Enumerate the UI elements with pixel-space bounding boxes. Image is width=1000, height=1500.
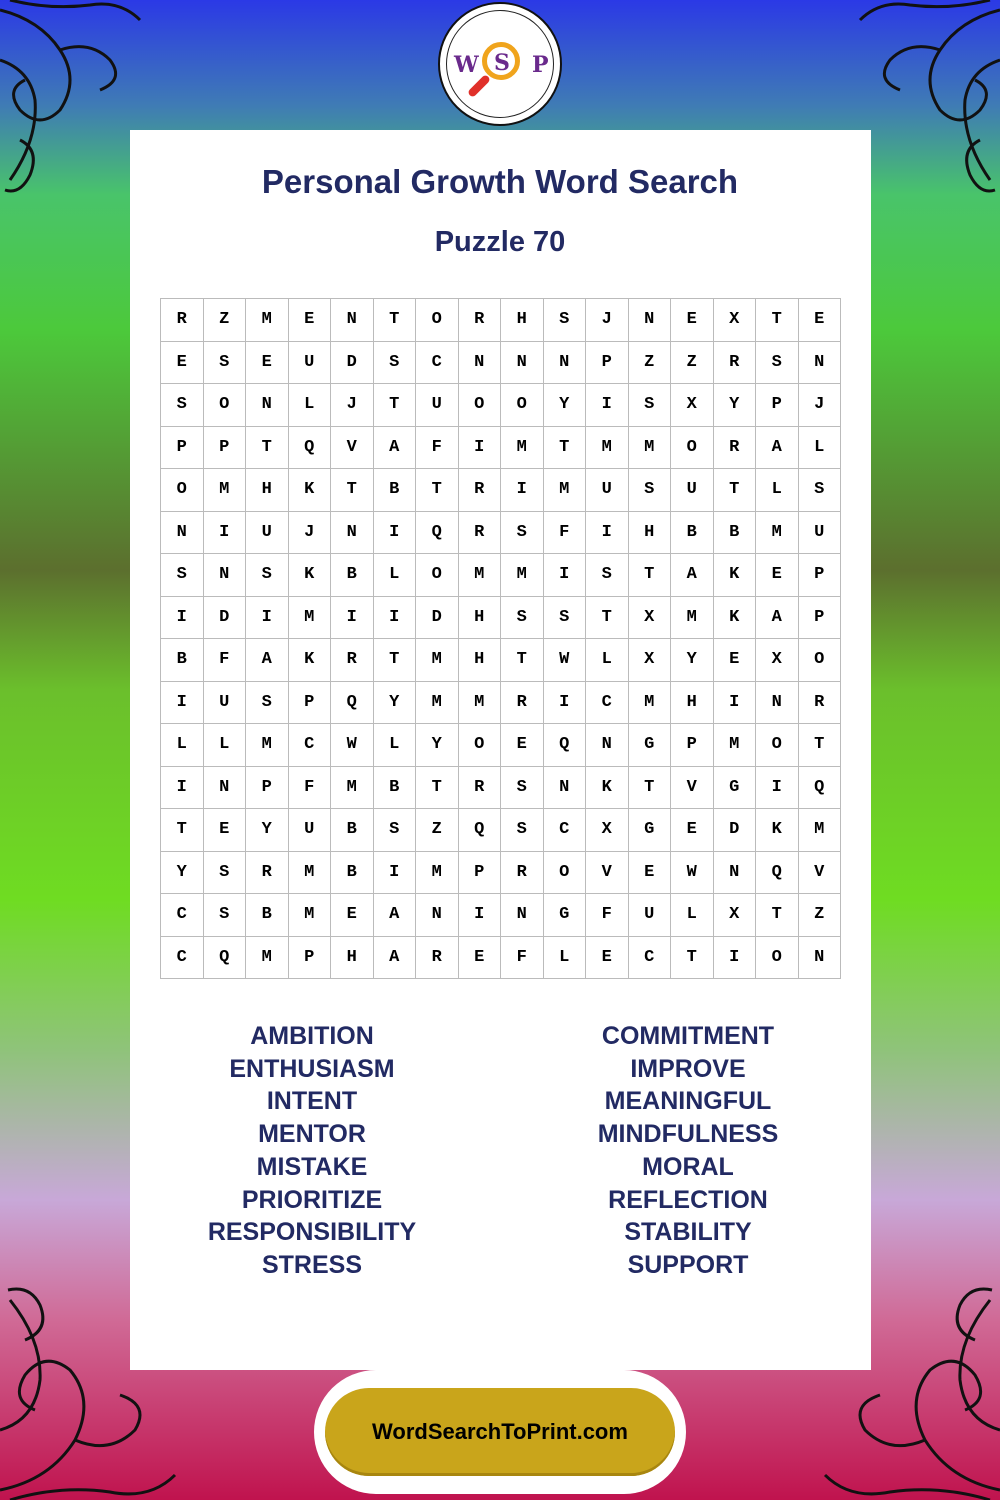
grid-cell[interactable]: I — [714, 682, 757, 725]
grid-cell[interactable]: G — [714, 767, 757, 810]
grid-cell[interactable]: S — [544, 597, 587, 640]
grid-cell[interactable]: X — [629, 597, 672, 640]
grid-cell[interactable]: E — [671, 809, 714, 852]
grid-cell[interactable]: I — [459, 427, 502, 470]
grid-cell[interactable]: O — [756, 937, 799, 980]
grid-cell[interactable]: M — [204, 469, 247, 512]
grid-cell[interactable]: F — [501, 937, 544, 980]
grid-cell[interactable]: G — [629, 724, 672, 767]
grid-cell[interactable]: L — [671, 894, 714, 937]
grid-cell[interactable]: C — [629, 937, 672, 980]
grid-cell[interactable]: C — [161, 937, 204, 980]
grid-cell[interactable]: A — [671, 554, 714, 597]
grid-cell[interactable]: Y — [374, 682, 417, 725]
grid-cell[interactable]: M — [246, 299, 289, 342]
grid-cell[interactable]: S — [756, 342, 799, 385]
grid-cell[interactable]: M — [544, 469, 587, 512]
grid-cell[interactable]: S — [374, 809, 417, 852]
grid-cell[interactable]: M — [756, 512, 799, 555]
grid-cell[interactable]: I — [374, 512, 417, 555]
grid-cell[interactable]: I — [161, 767, 204, 810]
grid-cell[interactable]: D — [416, 597, 459, 640]
grid-cell[interactable]: R — [246, 852, 289, 895]
grid-cell[interactable]: Z — [799, 894, 842, 937]
grid-cell[interactable]: H — [501, 299, 544, 342]
word-list-item: STABILITY — [624, 1218, 752, 1247]
word-list-item: INTENT — [266, 1087, 358, 1116]
grid-cell[interactable]: S — [586, 554, 629, 597]
grid-cell[interactable]: P — [289, 937, 332, 980]
grid-cell[interactable]: X — [714, 894, 757, 937]
grid-cell[interactable]: K — [714, 554, 757, 597]
grid-cell[interactable]: I — [331, 597, 374, 640]
grid-cell[interactable]: T — [374, 384, 417, 427]
grid-cell[interactable]: J — [799, 384, 842, 427]
grid-cell[interactable]: I — [544, 554, 587, 597]
grid-cell[interactable]: X — [629, 639, 672, 682]
grid-cell[interactable]: D — [204, 597, 247, 640]
grid-cell[interactable]: L — [161, 724, 204, 767]
grid-cell[interactable]: E — [756, 554, 799, 597]
grid-cell[interactable]: X — [671, 384, 714, 427]
grid-cell[interactable]: Q — [756, 852, 799, 895]
grid-cell[interactable]: I — [501, 469, 544, 512]
grid-cell[interactable]: N — [586, 724, 629, 767]
grid-cell[interactable]: J — [289, 512, 332, 555]
grid-cell[interactable]: B — [331, 852, 374, 895]
grid-cell[interactable]: Q — [289, 427, 332, 470]
grid-cell[interactable]: O — [459, 384, 502, 427]
grid-cell[interactable]: N — [204, 554, 247, 597]
grid-cell[interactable]: N — [544, 767, 587, 810]
grid-cell[interactable]: S — [501, 512, 544, 555]
grid-cell[interactable]: O — [544, 852, 587, 895]
grid-cell[interactable]: T — [799, 724, 842, 767]
wsp-logo — [438, 2, 562, 126]
grid-cell[interactable]: N — [799, 937, 842, 980]
grid-cell[interactable]: P — [459, 852, 502, 895]
grid-cell[interactable]: R — [799, 682, 842, 725]
grid-cell[interactable]: T — [629, 554, 672, 597]
grid-cell[interactable]: S — [204, 894, 247, 937]
grid-cell[interactable]: S — [161, 554, 204, 597]
puzzle-number: Puzzle 70 — [434, 226, 566, 258]
site-link-label: WordSearchToPrint.com — [372, 1419, 628, 1444]
grid-cell[interactable]: T — [544, 427, 587, 470]
grid-cell[interactable]: T — [161, 809, 204, 852]
grid-cell[interactable]: V — [671, 767, 714, 810]
grid-cell[interactable]: B — [374, 767, 417, 810]
grid-cell[interactable]: Q — [416, 512, 459, 555]
grid-cell[interactable]: K — [289, 554, 332, 597]
grid-cell[interactable]: S — [374, 342, 417, 385]
grid-cell[interactable]: M — [416, 852, 459, 895]
grid-cell[interactable]: R — [714, 342, 757, 385]
grid-cell[interactable]: Y — [671, 639, 714, 682]
grid-cell[interactable]: Z — [629, 342, 672, 385]
grid-cell[interactable]: E — [586, 937, 629, 980]
word-list-item: MEANINGFUL — [604, 1087, 772, 1116]
logo-letter: S — [494, 50, 510, 76]
grid-cell[interactable]: H — [671, 682, 714, 725]
grid-cell[interactable]: S — [161, 384, 204, 427]
grid-cell[interactable]: P — [204, 427, 247, 470]
grid-cell[interactable]: W — [331, 724, 374, 767]
grid-cell[interactable]: F — [204, 639, 247, 682]
grid-cell[interactable]: N — [416, 894, 459, 937]
grid-cell[interactable]: C — [586, 682, 629, 725]
grid-cell[interactable]: Y — [246, 809, 289, 852]
grid-cell[interactable]: Z — [416, 809, 459, 852]
grid-cell[interactable]: M — [246, 937, 289, 980]
grid-cell[interactable]: M — [289, 894, 332, 937]
grid-cell[interactable]: C — [544, 809, 587, 852]
grid-cell[interactable]: B — [246, 894, 289, 937]
grid-cell[interactable]: T — [374, 299, 417, 342]
grid-cell[interactable]: H — [459, 639, 502, 682]
grid-cell[interactable]: Q — [331, 682, 374, 725]
grid-cell[interactable]: M — [714, 724, 757, 767]
grid-cell[interactable]: E — [246, 342, 289, 385]
grid-cell[interactable]: H — [246, 469, 289, 512]
grid-cell[interactable]: T — [671, 937, 714, 980]
grid-cell[interactable]: R — [459, 469, 502, 512]
grid-cell[interactable]: C — [416, 342, 459, 385]
grid-cell[interactable]: S — [246, 682, 289, 725]
grid-cell[interactable]: S — [204, 342, 247, 385]
grid-cell[interactable]: N — [331, 512, 374, 555]
grid-cell[interactable]: N — [161, 512, 204, 555]
grid-cell[interactable]: N — [331, 299, 374, 342]
grid-cell[interactable]: T — [374, 639, 417, 682]
grid-cell[interactable]: S — [501, 597, 544, 640]
grid-cell[interactable]: P — [246, 767, 289, 810]
word-list-item: PRIORITIZE — [241, 1185, 383, 1214]
grid-cell[interactable]: U — [204, 682, 247, 725]
grid-cell[interactable]: A — [246, 639, 289, 682]
grid-cell[interactable]: E — [459, 937, 502, 980]
site-link-button[interactable] — [325, 1388, 675, 1476]
grid-cell[interactable]: N — [756, 682, 799, 725]
grid-cell[interactable]: A — [756, 597, 799, 640]
grid-cell[interactable]: M — [501, 427, 544, 470]
grid-cell[interactable]: O — [799, 639, 842, 682]
grid-cell[interactable]: R — [714, 427, 757, 470]
grid-cell[interactable]: Q — [544, 724, 587, 767]
grid-cell[interactable]: Y — [416, 724, 459, 767]
grid-cell[interactable]: O — [459, 724, 502, 767]
grid-cell[interactable]: R — [501, 852, 544, 895]
grid-cell[interactable]: I — [204, 512, 247, 555]
grid-cell[interactable]: I — [714, 937, 757, 980]
grid-cell[interactable]: R — [459, 299, 502, 342]
grid-cell[interactable]: N — [544, 342, 587, 385]
grid-cell[interactable]: U — [246, 512, 289, 555]
grid-cell[interactable]: P — [799, 554, 842, 597]
grid-cell[interactable]: J — [331, 384, 374, 427]
grid-cell[interactable]: L — [374, 724, 417, 767]
grid-cell[interactable]: I — [161, 682, 204, 725]
grid-cell[interactable]: M — [629, 682, 672, 725]
word-list-item: COMMITMENT — [601, 1022, 775, 1050]
grid-cell[interactable]: S — [544, 299, 587, 342]
grid-cell[interactable]: B — [331, 809, 374, 852]
grid-cell[interactable]: M — [629, 427, 672, 470]
grid-cell[interactable]: L — [204, 724, 247, 767]
grid-cell[interactable]: L — [799, 427, 842, 470]
grid-cell[interactable]: K — [714, 597, 757, 640]
grid-cell[interactable]: W — [671, 852, 714, 895]
grid-cell[interactable]: T — [416, 767, 459, 810]
grid-cell[interactable]: I — [544, 682, 587, 725]
grid-cell[interactable]: Q — [799, 767, 842, 810]
word-list-item: AMBITION — [250, 1022, 374, 1050]
grid-cell[interactable]: V — [799, 852, 842, 895]
grid-cell[interactable]: H — [629, 512, 672, 555]
grid-cell[interactable]: I — [586, 384, 629, 427]
grid-cell[interactable]: L — [756, 469, 799, 512]
grid-cell[interactable]: O — [416, 554, 459, 597]
grid-cell[interactable]: L — [289, 384, 332, 427]
grid-cell[interactable]: M — [459, 554, 502, 597]
logo-letter: P — [532, 52, 549, 78]
grid-cell[interactable]: E — [714, 639, 757, 682]
grid-cell[interactable]: D — [331, 342, 374, 385]
grid-cell[interactable]: E — [161, 342, 204, 385]
grid-cell[interactable]: W — [544, 639, 587, 682]
grid-cell[interactable]: N — [204, 767, 247, 810]
grid-cell[interactable]: A — [756, 427, 799, 470]
grid-cell[interactable]: H — [331, 937, 374, 980]
word-list-item: IMPROVE — [630, 1054, 746, 1083]
grid-cell[interactable]: X — [756, 639, 799, 682]
grid-cell[interactable]: T — [416, 469, 459, 512]
grid-cell[interactable]: M — [799, 809, 842, 852]
grid-cell[interactable]: T — [756, 894, 799, 937]
grid-cell[interactable]: A — [374, 427, 417, 470]
grid-cell[interactable]: V — [586, 852, 629, 895]
grid-cell[interactable]: M — [416, 682, 459, 725]
grid-cell[interactable]: T — [331, 469, 374, 512]
grid-cell[interactable]: L — [544, 937, 587, 980]
grid-cell[interactable]: R — [161, 299, 204, 342]
grid-cell[interactable]: M — [501, 554, 544, 597]
grid-cell[interactable]: B — [331, 554, 374, 597]
grid-cell[interactable]: K — [756, 809, 799, 852]
grid-cell[interactable]: O — [416, 299, 459, 342]
grid-cell[interactable]: O — [671, 427, 714, 470]
grid-cell[interactable]: M — [416, 639, 459, 682]
grid-cell[interactable]: Q — [459, 809, 502, 852]
grid-cell[interactable]: F — [416, 427, 459, 470]
grid-cell[interactable]: P — [799, 597, 842, 640]
grid-cell[interactable]: J — [586, 299, 629, 342]
page-title: Personal Growth Word Search — [261, 163, 739, 200]
word-list-item: STRESS — [261, 1250, 363, 1279]
grid-cell[interactable]: M — [671, 597, 714, 640]
grid-cell[interactable]: M — [459, 682, 502, 725]
grid-cell[interactable]: X — [586, 809, 629, 852]
grid-cell[interactable]: O — [161, 469, 204, 512]
word-list-item: REFLECTION — [608, 1185, 768, 1214]
grid-cell[interactable]: I — [459, 894, 502, 937]
grid-cell[interactable]: S — [629, 384, 672, 427]
grid-cell[interactable]: T — [246, 427, 289, 470]
grid-cell[interactable]: T — [629, 767, 672, 810]
grid-cell[interactable]: P — [289, 682, 332, 725]
grid-cell[interactable]: U — [629, 894, 672, 937]
grid-cell[interactable]: U — [586, 469, 629, 512]
grid-cell[interactable]: N — [501, 342, 544, 385]
grid-cell[interactable]: D — [714, 809, 757, 852]
grid-cell[interactable]: Q — [204, 937, 247, 980]
grid-cell[interactable]: F — [289, 767, 332, 810]
grid-cell[interactable]: Y — [714, 384, 757, 427]
grid-cell[interactable]: I — [374, 852, 417, 895]
grid-cell[interactable]: I — [246, 597, 289, 640]
grid-cell[interactable]: Z — [671, 342, 714, 385]
grid-cell[interactable]: B — [161, 639, 204, 682]
grid-cell[interactable]: S — [204, 852, 247, 895]
word-list-item: MENTOR — [258, 1120, 366, 1149]
grid-cell[interactable]: M — [289, 852, 332, 895]
grid-cell[interactable]: E — [289, 299, 332, 342]
grid-cell[interactable]: Z — [204, 299, 247, 342]
grid-cell[interactable]: O — [501, 384, 544, 427]
grid-cell[interactable]: O — [756, 724, 799, 767]
grid-cell[interactable]: E — [204, 809, 247, 852]
grid-cell[interactable]: V — [331, 427, 374, 470]
grid-cell[interactable]: P — [586, 342, 629, 385]
word-list-item: MINDFULNESS — [597, 1120, 779, 1149]
grid-cell[interactable]: G — [629, 809, 672, 852]
grid-cell[interactable]: E — [671, 299, 714, 342]
grid-cell[interactable]: U — [799, 512, 842, 555]
grid-cell[interactable]: X — [714, 299, 757, 342]
grid-cell[interactable]: F — [586, 894, 629, 937]
grid-cell[interactable]: R — [331, 639, 374, 682]
grid-cell[interactable]: U — [671, 469, 714, 512]
grid-cell[interactable]: N — [629, 299, 672, 342]
grid-cell[interactable]: S — [501, 767, 544, 810]
grid-cell[interactable]: S — [501, 809, 544, 852]
word-list-item: MISTAKE — [256, 1152, 368, 1181]
grid-cell[interactable]: E — [501, 724, 544, 767]
grid-cell[interactable]: T — [586, 597, 629, 640]
grid-cell[interactable]: R — [416, 937, 459, 980]
grid-cell[interactable]: C — [289, 724, 332, 767]
grid-cell[interactable]: A — [374, 937, 417, 980]
grid-cell[interactable]: R — [459, 767, 502, 810]
grid-cell[interactable]: R — [459, 512, 502, 555]
grid-cell[interactable]: E — [799, 299, 842, 342]
grid-cell[interactable]: U — [416, 384, 459, 427]
grid-cell[interactable]: E — [629, 852, 672, 895]
grid-cell[interactable]: N — [799, 342, 842, 385]
grid-cell[interactable]: Y — [161, 852, 204, 895]
grid-cell[interactable]: U — [289, 809, 332, 852]
grid-cell[interactable]: M — [246, 724, 289, 767]
grid-cell[interactable]: G — [544, 894, 587, 937]
word-list-item: SUPPORT — [627, 1250, 749, 1279]
letter-grid[interactable] — [160, 298, 841, 979]
grid-cell[interactable]: N — [246, 384, 289, 427]
word-list-item: RESPONSIBILITY — [207, 1218, 417, 1247]
grid-cell[interactable]: M — [331, 767, 374, 810]
grid-cell[interactable]: Y — [544, 384, 587, 427]
grid-cell[interactable]: K — [586, 767, 629, 810]
grid-cell[interactable]: M — [586, 427, 629, 470]
grid-cell[interactable]: K — [289, 639, 332, 682]
word-list-left — [162, 1020, 462, 1282]
grid-cell[interactable]: I — [374, 597, 417, 640]
grid-cell[interactable]: L — [374, 554, 417, 597]
grid-cell[interactable]: H — [459, 597, 502, 640]
logo-letter: W — [454, 52, 479, 78]
grid-cell[interactable]: N — [459, 342, 502, 385]
grid-cell[interactable]: R — [501, 682, 544, 725]
grid-cell[interactable]: T — [501, 639, 544, 682]
grid-cell[interactable]: P — [671, 724, 714, 767]
grid-cell[interactable]: I — [756, 767, 799, 810]
grid-cell[interactable]: N — [501, 894, 544, 937]
grid-cell[interactable]: U — [289, 342, 332, 385]
grid-cell[interactable]: K — [289, 469, 332, 512]
grid-cell[interactable]: B — [374, 469, 417, 512]
grid-cell[interactable]: O — [204, 384, 247, 427]
grid-cell[interactable]: F — [544, 512, 587, 555]
grid-cell[interactable]: P — [161, 427, 204, 470]
grid-cell[interactable]: S — [799, 469, 842, 512]
grid-cell[interactable]: B — [714, 512, 757, 555]
word-list-item: MORAL — [642, 1152, 734, 1181]
grid-cell[interactable]: B — [671, 512, 714, 555]
word-list-item: ENTHUSIASM — [229, 1054, 395, 1083]
grid-cell[interactable]: S — [629, 469, 672, 512]
grid-cell[interactable]: C — [161, 894, 204, 937]
grid-cell[interactable]: M — [289, 597, 332, 640]
grid-cell[interactable]: P — [756, 384, 799, 427]
grid-cell[interactable]: L — [586, 639, 629, 682]
grid-cell[interactable]: I — [586, 512, 629, 555]
grid-cell[interactable]: N — [714, 852, 757, 895]
grid-cell[interactable]: T — [756, 299, 799, 342]
grid-cell[interactable]: A — [374, 894, 417, 937]
grid-cell[interactable]: E — [331, 894, 374, 937]
word-list-right — [538, 1020, 838, 1282]
grid-cell[interactable]: T — [714, 469, 757, 512]
grid-cell[interactable]: I — [161, 597, 204, 640]
grid-cell[interactable]: S — [246, 554, 289, 597]
